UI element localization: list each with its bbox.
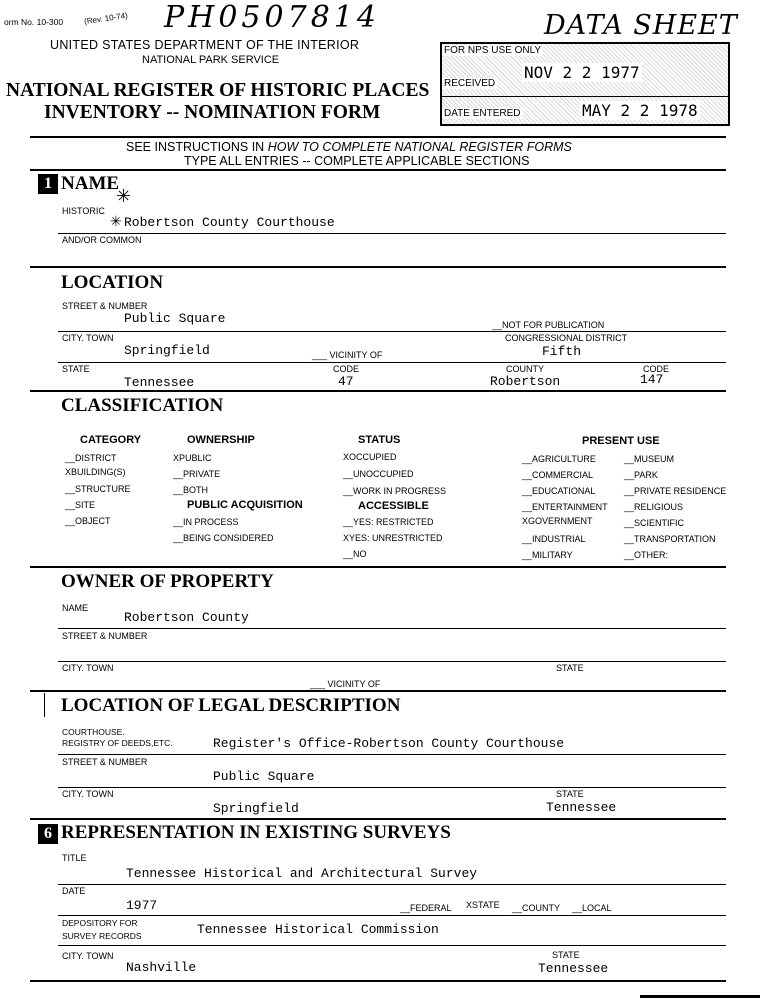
congressional-district-label: CONGRESSIONAL DISTRICT [505, 333, 628, 343]
received-label: RECEIVED [444, 78, 496, 89]
survey-county-option[interactable]: __COUNTY [512, 903, 561, 913]
owner-name-label: NAME [62, 603, 89, 613]
survey-title-label: TITLE [62, 853, 87, 863]
ownership-both[interactable]: __BOTH [173, 485, 209, 495]
owner-vicinity-label: ___ VICINITY OF [310, 679, 381, 689]
use-religious[interactable]: __RELIGIOUS [624, 502, 684, 512]
asterisk-mark: ✳ [116, 186, 132, 206]
county-code-value: 147 [640, 372, 664, 387]
use-transportation[interactable]: __TRANSPORTATION [624, 534, 716, 544]
vicinity-label: ___ VICINITY OF [312, 350, 383, 360]
use-park[interactable]: __PARK [624, 470, 658, 480]
legal-street-label: STREET & NUMBER [62, 757, 148, 767]
accessible-no[interactable]: __NO [343, 549, 367, 559]
state-code-value: 47 [338, 374, 354, 389]
owner-section-title: OWNER OF PROPERTY [61, 571, 274, 592]
courthouse-label: COURTHOUSE. [62, 727, 125, 737]
registry-label: REGISTRY OF DEEDS,ETC. [62, 738, 173, 748]
owner-street-label: STREET & NUMBER [62, 631, 148, 641]
section-rule [30, 390, 726, 392]
revision-note: (Rev. 10-74) [83, 10, 129, 27]
section-number-6: 6 [38, 824, 58, 844]
field-rule [58, 787, 726, 788]
congressional-district-value: Fifth [542, 344, 582, 359]
ownership-public[interactable]: XPUBLIC [173, 453, 212, 463]
code-label: CODE [333, 364, 360, 374]
city-label: CITY. TOWN [62, 333, 114, 343]
survey-date-label: DATE [62, 886, 86, 896]
data-sheet-handwritten: DATA SHEET [544, 10, 738, 41]
use-entertainment[interactable]: __ENTERTAINMENT [522, 502, 608, 512]
instructions-rule [30, 169, 726, 171]
date-entered-stamp: MAY 2 2 1978 [582, 101, 698, 120]
legal-street-value: Public Square [213, 769, 315, 784]
name-section-title: NAME [61, 173, 120, 194]
city-value: Springfield [124, 343, 210, 358]
section-rule [30, 690, 726, 692]
department-name: UNITED STATES DEPARTMENT OF THE INTERIOR [50, 38, 360, 52]
county-label: COUNTY [506, 364, 544, 374]
courthouse-value: Register's Office-Robertson County Courthouse [213, 736, 565, 751]
public-acq-in-process[interactable]: __IN PROCESS [173, 517, 239, 527]
present-use-heading: PRESENT USE [582, 435, 660, 447]
form-title-line2: INVENTORY -- NOMINATION FORM [44, 102, 381, 123]
category-object[interactable]: __OBJECT [65, 516, 111, 526]
surveys-section-title: REPRESENTATION IN EXISTING SURVEYS [61, 822, 451, 843]
depository-label-line1: DEPOSITORY FOR [62, 918, 138, 928]
depository-state-label: STATE [552, 950, 580, 960]
field-rule [58, 884, 726, 885]
owner-city-label: CITY. TOWN [62, 663, 114, 673]
field-rule [58, 233, 726, 234]
status-heading: STATUS [358, 434, 401, 446]
margin-mark [44, 693, 45, 717]
public-acq-being-considered[interactable]: __BEING CONSIDERED [173, 533, 274, 543]
handwritten-reference-number: PH0507814 [164, 0, 380, 35]
ownership-heading: OWNERSHIP [187, 434, 255, 446]
category-district[interactable]: __DISTRICT [65, 453, 117, 463]
classification-section-title: CLASSIFICATION [61, 395, 224, 416]
section-number-1: 1 [38, 174, 58, 194]
legal-description-section-title: LOCATION OF LEGAL DESCRIPTION [61, 695, 401, 716]
service-name: NATIONAL PARK SERVICE [142, 54, 280, 66]
use-military[interactable]: __MILITARY [522, 550, 573, 560]
form-title-line1: NATIONAL REGISTER OF HISTORIC PLACES [6, 80, 430, 101]
historic-label: HISTORIC [62, 206, 105, 216]
depository-city-label: CITY. TOWN [62, 951, 114, 961]
form-number: orm No. 10-300 [4, 17, 64, 27]
survey-date-value: 1977 [126, 898, 158, 913]
street-value: Public Square [124, 311, 226, 326]
header-rule [30, 136, 726, 138]
location-section-title: LOCATION [61, 272, 164, 293]
not-for-publication: __NOT FOR PUBLICATION [492, 320, 605, 330]
category-site[interactable]: __SITE [65, 500, 96, 510]
page-edge-mark [640, 995, 760, 998]
nps-use-label: FOR NPS USE ONLY [444, 45, 542, 56]
section-rule [30, 980, 726, 982]
section-rule [30, 818, 726, 820]
status-work-in-progress[interactable]: __WORK IN PROGRESS [343, 486, 447, 496]
field-rule [58, 628, 726, 629]
instructions-line2: TYPE ALL ENTRIES -- COMPLETE APPLICABLE SECTIONS [184, 154, 530, 168]
use-museum[interactable]: __MUSEUM [624, 454, 675, 464]
survey-title-value: Tennessee Historical and Architectural Survey [126, 866, 478, 881]
use-other[interactable]: __OTHER: [624, 550, 669, 560]
asterisk-mark: ✳ [110, 213, 122, 229]
category-structure[interactable]: __STRUCTURE [65, 484, 131, 494]
survey-state-option[interactable]: XSTATE [466, 900, 500, 910]
stamp-divider [440, 96, 728, 97]
section-rule [30, 566, 726, 568]
instructions-line1: SEE INSTRUCTIONS IN HOW TO COMPLETE NATIONAL REGISTER FORMS [126, 140, 572, 154]
category-heading: CATEGORY [80, 434, 142, 446]
public-acquisition-heading: PUBLIC ACQUISITION [187, 499, 303, 511]
field-rule [58, 915, 726, 916]
field-rule [58, 331, 726, 332]
common-name-label: AND/OR COMMON [62, 235, 142, 245]
state-value: Tennessee [124, 375, 195, 390]
use-industrial[interactable]: __INDUSTRIAL [522, 534, 586, 544]
survey-federal-option[interactable]: __FEDERAL [400, 903, 452, 913]
use-educational[interactable]: __EDUCATIONAL [522, 486, 596, 496]
field-rule [58, 754, 726, 755]
use-agriculture[interactable]: __AGRICULTURE [522, 454, 596, 464]
accessible-heading: ACCESSIBLE [358, 500, 429, 512]
depository-value: Tennessee Historical Commission [197, 922, 439, 937]
field-rule [58, 362, 726, 363]
use-government[interactable]: XGOVERNMENT [522, 516, 593, 526]
field-rule [58, 945, 726, 946]
historic-name-value: Robertson County Courthouse [124, 215, 335, 230]
date-entered-label: DATE ENTERED [444, 108, 521, 119]
use-private-residence[interactable]: __PRIVATE RESIDENCE [624, 486, 727, 496]
county-code-label: CODE [643, 364, 670, 374]
legal-city-label: CITY. TOWN [62, 789, 114, 799]
use-commercial[interactable]: __COMMERCIAL [522, 470, 594, 480]
status-occupied[interactable]: XOCCUPIED [343, 452, 397, 462]
depository-label-line2: SURVEY RECORDS [62, 931, 142, 941]
owner-state-label: STATE [556, 663, 584, 673]
depository-city-value: Nashville [126, 960, 197, 975]
owner-name-value: Robertson County [124, 610, 249, 625]
ownership-private[interactable]: __PRIVATE [173, 469, 221, 479]
street-label: STREET & NUMBER [62, 301, 148, 311]
legal-state-label: STATE [556, 789, 584, 799]
field-rule [58, 661, 726, 662]
accessible-yes-restricted[interactable]: __YES: RESTRICTED [343, 517, 434, 527]
status-unoccupied[interactable]: __UNOCCUPIED [343, 469, 414, 479]
depository-state-value: Tennessee [538, 961, 609, 976]
category-buildings[interactable]: XBUILDING(S) [65, 467, 126, 477]
section-rule [30, 266, 726, 268]
county-value: Robertson [490, 374, 561, 389]
legal-city-value: Springfield [213, 801, 299, 816]
accessible-yes-unrestricted[interactable]: XYES: UNRESTRICTED [343, 533, 443, 543]
legal-state-value: Tennessee [546, 800, 617, 815]
state-label: STATE [62, 364, 90, 374]
survey-local-option[interactable]: __LOCAL [572, 903, 612, 913]
received-date-stamp: NOV 2 2 1977 [524, 63, 640, 82]
use-scientific[interactable]: __SCIENTIFIC [624, 518, 685, 528]
